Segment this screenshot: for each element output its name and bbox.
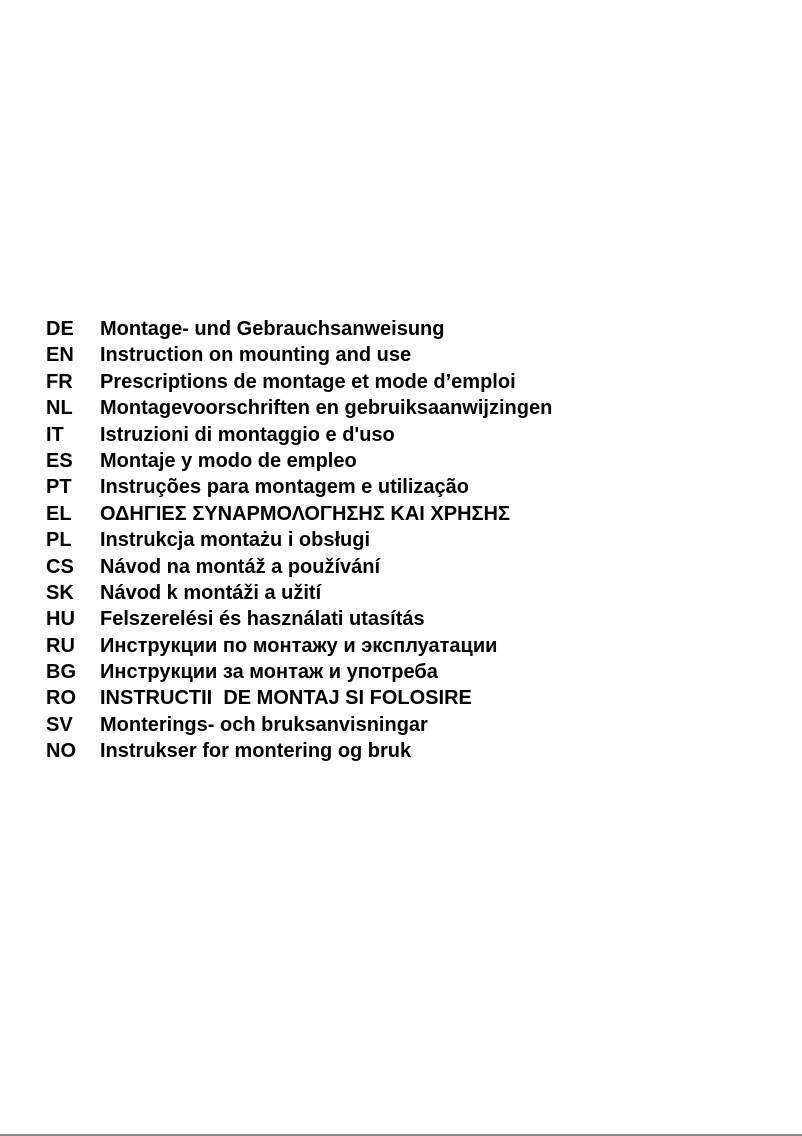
language-title: Montagevoorschriften en gebruiksaanwijzingen (100, 397, 553, 420)
language-title: ΟΔΗΓΙΕΣ ΣΥΝΑΡΜΟΛΟΓΗΣΗΣ ΚΑΙ ΧΡΗΣΗΣ (100, 502, 510, 525)
language-row-cs (46, 554, 552, 580)
language-code: PL (46, 529, 72, 552)
language-row-sk (46, 580, 552, 606)
language-title: Instruções para montagem e utilização (100, 476, 469, 499)
language-code: NO (46, 740, 76, 763)
language-code: DE (46, 318, 74, 340)
language-row-hu (46, 606, 552, 632)
language-row-pt (46, 474, 552, 500)
language-title: Felszerelési és használati utasítás (100, 608, 425, 631)
language-row-de (46, 316, 552, 342)
language-row-bg (46, 659, 552, 685)
language-row-ru (46, 633, 552, 659)
language-title: Instrukcja montażu i obsługi (100, 529, 371, 552)
language-title: Инструкции по монтажу и эксплуатации (100, 634, 498, 657)
language-code: BG (46, 661, 76, 684)
language-title: Montage- und Gebrauchsanweisung (100, 318, 445, 340)
language-code: NL (46, 397, 73, 420)
language-list (46, 316, 552, 765)
language-code: SV (46, 713, 73, 736)
language-row-no (46, 738, 552, 764)
language-row-ro (46, 685, 552, 711)
language-code: EL (46, 502, 72, 525)
language-row-pl (46, 527, 552, 553)
language-code: SK (46, 581, 74, 604)
language-code: RO (46, 687, 76, 710)
language-row-nl (46, 395, 552, 421)
language-code: IT (46, 423, 64, 446)
language-code: FR (46, 370, 73, 393)
language-row-it (46, 422, 552, 448)
language-title: INSTRUCTII DE MONTAJ SI FOLOSIRE (100, 687, 472, 710)
language-title: Návod k montáži a užití (100, 581, 322, 604)
language-title: Prescriptions de montage et mode d’emploi (100, 370, 516, 393)
language-row-sv (46, 712, 552, 738)
language-code: CS (46, 555, 74, 578)
language-row-es (46, 448, 552, 474)
language-title: Návod na montáž a používání (100, 555, 381, 578)
language-code: ES (46, 449, 73, 472)
language-code: EN (46, 344, 74, 367)
language-title: Инструкции за монтаж и употреба (100, 661, 438, 684)
language-code: PT (46, 476, 72, 499)
language-row-el (46, 501, 552, 527)
language-title: Monterings- och bruksanvisningar (100, 713, 428, 736)
language-code: HU (46, 608, 75, 631)
language-title: Instruction on mounting and use (100, 344, 412, 367)
language-row-fr (46, 369, 552, 395)
language-title: Instrukser for montering og bruk (100, 740, 412, 763)
language-title: Montaje y modo de empleo (100, 449, 357, 472)
language-code: RU (46, 634, 75, 657)
language-row-en (46, 342, 552, 368)
language-title: Istruzioni di montaggio e d'uso (100, 423, 395, 446)
